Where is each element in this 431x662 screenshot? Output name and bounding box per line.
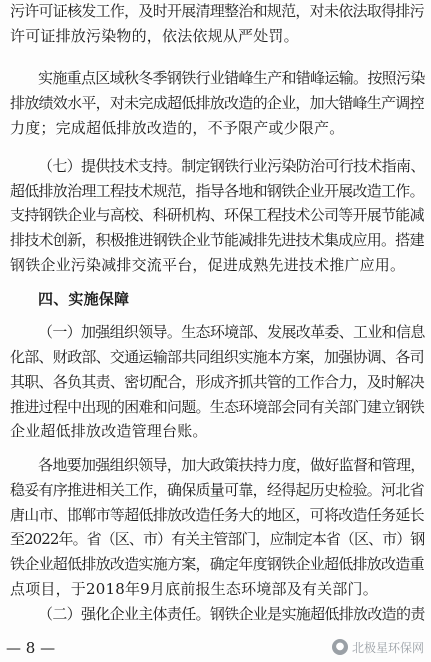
body-text-line: 支持钢铁企业与高校、科研机构、环保工程技术公司等开展节能减: [10, 206, 424, 224]
body-text-line: 企业超低排放改造管理台账。: [10, 422, 208, 440]
body-text-line: 化部、财政部、交通运输部共同组织实施本方案，加强协调、各司: [10, 348, 424, 366]
body-text-line: 排技术创新，积极推进钢铁企业节能减排先进技术集成应用。搭建: [10, 231, 424, 249]
section-heading: 四、实施保障: [38, 290, 130, 308]
body-text-line: 许可证排放污染物的，依法依规从严处罚。: [10, 27, 299, 45]
body-text-line: 点项目，于2018年9月底前报生态环境部及有关部门。: [10, 580, 378, 598]
watermark-label: 北极星环保网: [352, 640, 425, 655]
watermark: [332, 637, 428, 657]
body-text-line: 至2022年。省（区、市）有关主管部门，应制定本省（区、市）钢: [10, 530, 425, 548]
body-text-line: 力度；完成超低排放改造的，不予限产或少限产。: [10, 119, 345, 137]
body-text-line: 超低排放治理工程技术规范，指导各地和钢铁企业开展改造工作。: [10, 182, 424, 200]
paragraph-start-line: 实施重点区域秋冬季钢铁行业错峰生产和错峰运输。按照污染: [38, 69, 425, 87]
page-number: — 8 —: [6, 639, 56, 657]
paragraph-start-line: 各地要加强组织领导，加大政策扶持力度，做好监督和管理，: [38, 456, 425, 474]
body-text-line: 推进过程中出现的困难和问题。生态环境部会同有关部门建立钢铁: [10, 398, 424, 416]
subsection-heading-line: （一）加强组织领导。生态环境部、发展改革委、工业和信息: [38, 323, 425, 341]
body-text-line: 排放绩效水平，对未完成超低排放改造的企业，加大错峰生产调控: [10, 94, 424, 112]
body-text-line: 钢铁企业污染减排交流平台，促进成熟先进技术推广应用。: [10, 256, 406, 274]
wechat-icon: ●: [332, 639, 348, 655]
body-text-line: 污许可证核发工作，及时开展清理整治和规范，对未依法取得排污: [10, 2, 424, 20]
body-text-line: 其职、各负其责、密切配合，形成齐抓共管的工作合力，及时解决: [10, 373, 424, 391]
body-text-line: 唐山市、邯郸市等超低排放改造任务大的地区，可将改造任务延长: [10, 506, 424, 524]
subsection-heading-line: （七）提供技术支持。制定钢铁行业污染防治可行技术指南、: [38, 157, 425, 175]
body-text-line: 铁企业超低排放改造实施方案，确定年度钢铁企业超低排放改造重: [10, 555, 424, 573]
body-text-line: 稳妥有序推进相关工作，确保质量可靠，经得起历史检验。河北省: [10, 481, 424, 499]
subsection-heading-line: （二）强化企业主体责任。钢铁企业是实施超低排放改造的责: [38, 605, 425, 623]
